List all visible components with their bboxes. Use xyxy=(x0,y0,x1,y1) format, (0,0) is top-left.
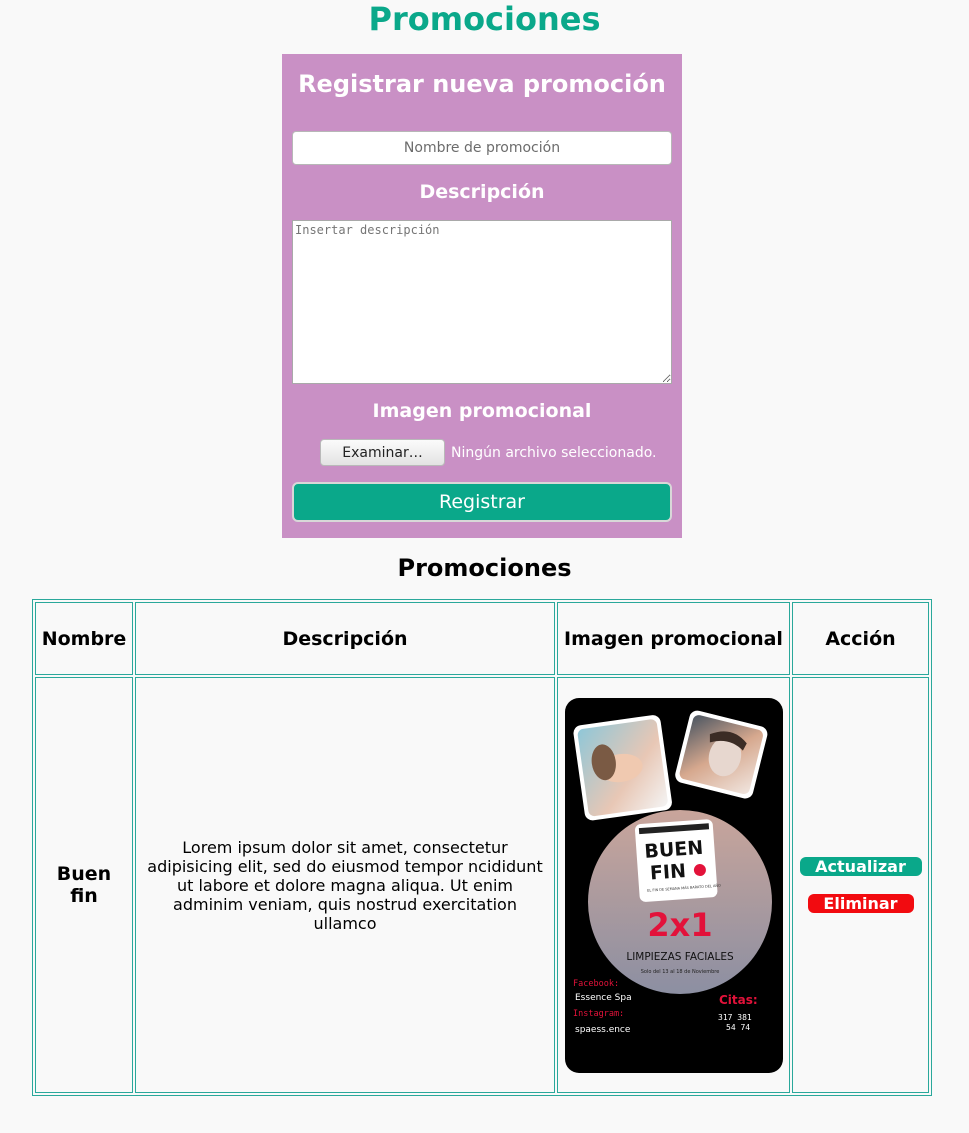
promo-poster-graphic xyxy=(565,698,783,1073)
poster-citas-label: Citas: xyxy=(718,992,758,1007)
promotions-list-title: Promociones xyxy=(397,554,572,582)
poster-facebook-value: Essence Spa xyxy=(574,992,632,1003)
poster-brand-tagline: EL FIN DE SEMANA MÁS BARATO DEL AÑO xyxy=(646,883,721,893)
promo-name: Buen fin xyxy=(56,863,112,907)
promo-description-cell xyxy=(135,677,555,1093)
buen-fin-logo xyxy=(634,818,721,902)
image-label: Imagen promocional xyxy=(372,400,592,422)
form-title: Registrar nueva promoción xyxy=(298,70,666,98)
table-header-row xyxy=(35,602,929,675)
column-header-action: Acción xyxy=(792,602,929,675)
description-label: Descripción xyxy=(419,181,545,203)
promo-image-cell xyxy=(557,677,790,1093)
promo-poster-image xyxy=(565,698,783,1073)
update-button[interactable]: Actualizar xyxy=(800,857,922,876)
column-header-description: Descripción xyxy=(135,602,555,675)
column-header-image: Imagen promocional xyxy=(557,602,790,675)
promo-name-input[interactable] xyxy=(292,131,672,165)
column-header-name: Nombre xyxy=(35,602,133,675)
spa-photo-man xyxy=(673,708,769,799)
spa-photo-woman xyxy=(572,714,673,821)
poster-brand-line2: FIN xyxy=(648,859,687,884)
poster-dates: Solo del 13 al 18 de Noviembre xyxy=(640,968,719,975)
promo-action-cell xyxy=(792,677,929,1093)
register-button[interactable]: Registrar xyxy=(292,482,672,522)
promo-description: Lorem ipsum dolor sit amet, consectetur adipisicing elit, sed do eiusmod tempor ncididunt ut labore et dolore magna aliqua. Ut enim adminim veniam, quis nostrud exercitation ullamco xyxy=(147,837,543,933)
table-row xyxy=(35,677,929,1093)
poster-facebook-label: Facebook: xyxy=(572,978,619,989)
page-title: Promociones xyxy=(368,0,601,38)
poster-phone-line2: 54 74 xyxy=(725,1022,750,1032)
poster-brand-line1: BUEN xyxy=(643,836,704,863)
file-status: Ningún archivo seleccionado. xyxy=(451,445,657,461)
promo-name-cell xyxy=(35,677,133,1093)
delete-button[interactable]: Eliminar xyxy=(808,894,914,913)
poster-instagram-value: spaess.ence xyxy=(574,1024,630,1035)
poster-phone-line1: 317 381 xyxy=(717,1012,752,1022)
poster-service: LIMPIEZAS FACIALES xyxy=(625,950,734,963)
poster-offer: 2x1 xyxy=(646,905,713,944)
promotions-table xyxy=(32,599,932,1096)
poster-instagram-label: Instagram: xyxy=(572,1008,624,1019)
description-textarea[interactable] xyxy=(292,220,672,384)
register-form xyxy=(282,54,682,538)
browse-file-button[interactable]: Examinar… xyxy=(320,439,445,466)
